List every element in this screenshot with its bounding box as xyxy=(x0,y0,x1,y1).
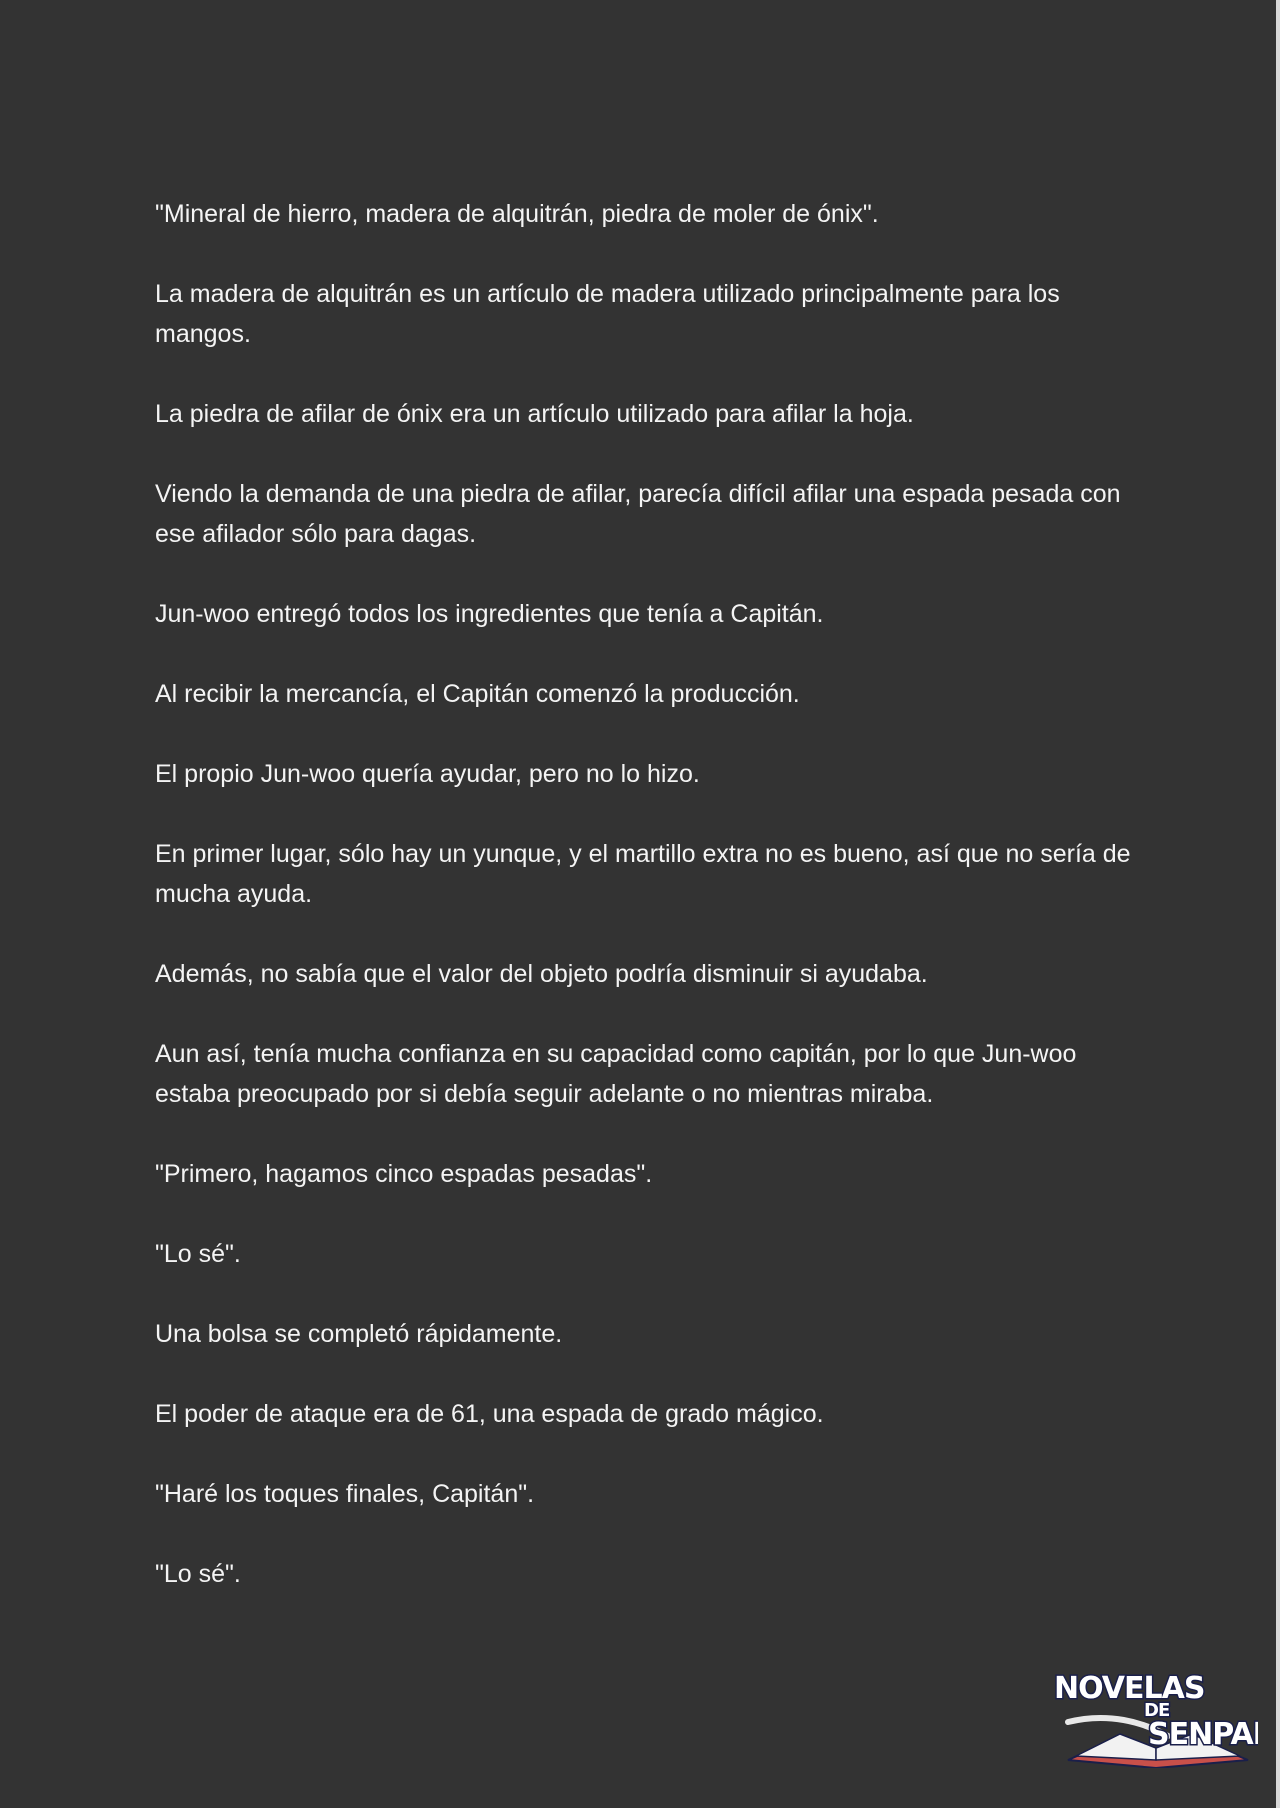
novelas-de-senpai-logo xyxy=(1048,1664,1258,1768)
paragraph: "Lo sé". xyxy=(155,1560,241,1588)
logo-line-1: NOVELAS xyxy=(1054,1671,1205,1706)
paragraph: Viendo la demanda de una piedra de afilar, parecía difícil afilar una espada pesada con ese afilador sólo para dagas. xyxy=(155,480,1121,548)
logo-line-2: DE xyxy=(1144,1700,1170,1721)
paragraph: El propio Jun-woo quería ayudar, pero no lo hizo. xyxy=(155,760,700,788)
chapter-text xyxy=(155,194,1135,1634)
paragraph: "Primero, hagamos cinco espadas pesadas". xyxy=(155,1160,653,1188)
paragraph: La madera de alquitrán es un artículo de madera utilizado principalmente para los mangos. xyxy=(155,280,1060,348)
paragraph: "Haré los toques finales, Capitán". xyxy=(155,1480,535,1508)
paragraph: Una bolsa se completó rápidamente. xyxy=(155,1320,563,1348)
page-edge xyxy=(1276,0,1280,1808)
paragraph: En primer lugar, sólo hay un yunque, y el martillo extra no es bueno, así que no sería de mucha ayuda. xyxy=(155,840,1131,908)
paragraph: "Lo sé". xyxy=(155,1240,241,1268)
paragraph: Jun-woo entregó todos los ingredientes que tenía a Capitán. xyxy=(155,600,824,628)
paragraph: Aun así, tenía mucha confianza en su capacidad como capitán, por lo que Jun-woo estaba preocupado por si debía seguir adelante o no mientras miraba. xyxy=(155,1040,1077,1108)
paragraph: Además, no sabía que el valor del objeto podría disminuir si ayudaba. xyxy=(155,960,928,988)
paragraph: "Mineral de hierro, madera de alquitrán, piedra de moler de ónix". xyxy=(155,200,879,228)
paragraph: La piedra de afilar de ónix era un artículo utilizado para afilar la hoja. xyxy=(155,400,914,428)
paragraph: Al recibir la mercancía, el Capitán comenzó la producción. xyxy=(155,680,800,708)
logo-line-3: SENPAI xyxy=(1148,1717,1258,1752)
paragraph: El poder de ataque era de 61, una espada de grado mágico. xyxy=(155,1400,824,1428)
